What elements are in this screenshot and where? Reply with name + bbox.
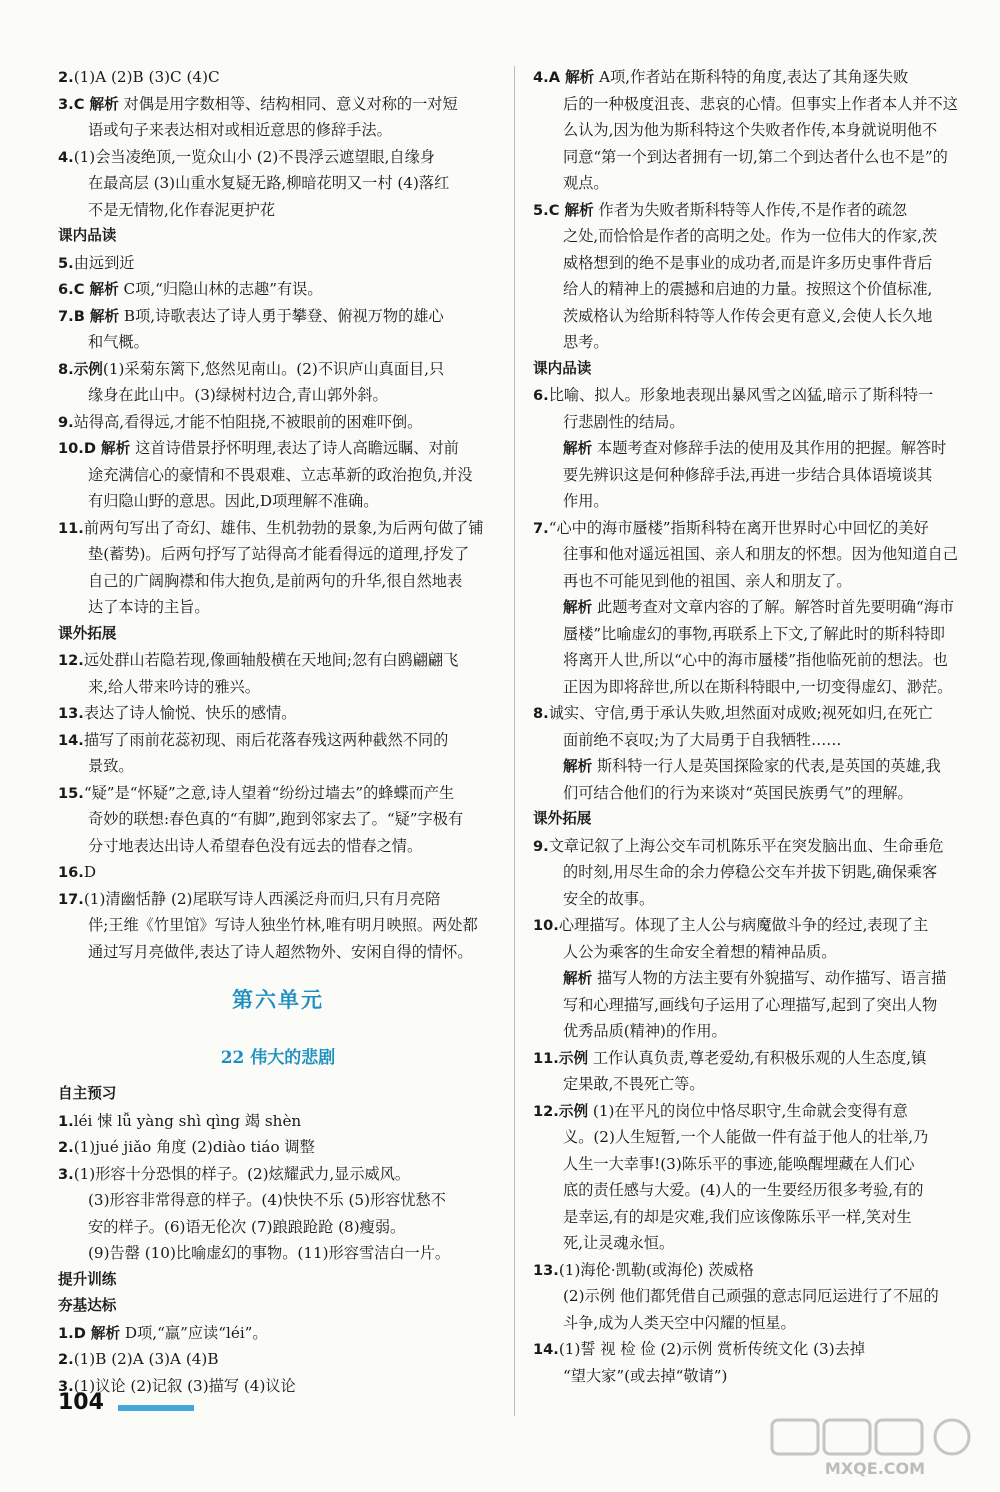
answer-number: 9. xyxy=(58,413,74,431)
answer-number: 9. xyxy=(533,837,549,855)
answer-text: 斗争,成为人类天空中闪耀的恒星。 xyxy=(563,1313,796,1332)
answer-number: 4. xyxy=(58,148,74,166)
answer-number: 12. xyxy=(533,1102,559,1120)
answer-keyword: 解析 xyxy=(563,970,593,987)
answer-text: 这首诗借景抒怀明理,表达了诗人高瞻远瞩、对前 xyxy=(130,439,459,457)
section-heading: 夯基达标 xyxy=(58,1297,117,1314)
answer-continuation xyxy=(533,488,973,515)
answer-text: 作者为失败者斯科特等人作传,不是作者的疏忽 xyxy=(593,200,908,219)
section-heading: 自主预习 xyxy=(58,1085,117,1102)
page-number: 104 xyxy=(58,1390,104,1415)
answer-number: 8. xyxy=(58,360,74,378)
answer-text: 要先辨识这是何种修辞手法,再进一步结合具体语境谈其 xyxy=(563,465,933,484)
answer-text: 后的一种极度沮丧、悲哀的心情。但事实上作者本人并不这 xyxy=(563,94,958,113)
answer-line xyxy=(58,700,498,727)
answer-continuation xyxy=(533,1018,973,1045)
answer-number: 14. xyxy=(533,1341,559,1358)
answer-line xyxy=(58,859,498,886)
answer-line xyxy=(533,700,973,727)
unit-title: 第六单元 xyxy=(232,987,324,1012)
answer-line xyxy=(58,1346,498,1373)
answer-number: 2. xyxy=(58,1139,74,1156)
answer-text: 行悲剧性的结局。 xyxy=(563,412,685,431)
answer-line xyxy=(58,409,498,436)
answer-number: 15. xyxy=(58,784,84,802)
answer-text: 工作认真负责,尊老爱幼,有积极乐观的人生态度,镇 xyxy=(588,1048,927,1067)
answer-number: 5. xyxy=(533,201,549,219)
answer-text: (1)采菊东篱下,悠然见南山。(2)不识庐山真面目,只 xyxy=(102,359,445,378)
answer-text: (1)誓 视 检 俭 (2)示例 赏析传统文化 (3)去掉 xyxy=(558,1340,865,1358)
answer-continuation xyxy=(533,647,973,674)
answer-continuation xyxy=(58,329,498,356)
answer-number: 8. xyxy=(533,705,549,722)
answer-continuation xyxy=(58,806,498,833)
answer-text: “望大家”(或去掉“敬请”) xyxy=(563,1366,728,1385)
answer-text: D xyxy=(83,863,97,881)
answer-text: 安全的故事。 xyxy=(563,889,655,908)
answer-keyword: B 解析 xyxy=(73,307,120,325)
answer-text: 伴;王维《竹里馆》写诗人独坐竹林,唯有明月映照。两处都 xyxy=(88,916,478,934)
answer-continuation xyxy=(58,568,498,595)
answer-continuation xyxy=(533,541,973,568)
answer-text: 分寸地表达出诗人希望春色没有远去的惜春之情。 xyxy=(88,836,423,855)
answer-number: 13. xyxy=(58,705,84,722)
answer-continuation xyxy=(58,674,498,701)
answer-text: 么认为,因为他为斯科特这个失败者作传,本身就说明他不 xyxy=(563,121,938,139)
answer-continuation xyxy=(533,992,973,1019)
answer-continuation xyxy=(533,1363,973,1390)
answer-continuation xyxy=(533,303,973,330)
answer-line xyxy=(533,1098,973,1125)
answer-number: 11. xyxy=(533,1049,559,1067)
column-divider xyxy=(514,66,515,1416)
answer-text: 将离开人世,所以“心中的海市蜃楼”指他临死前的想法。也 xyxy=(563,651,948,669)
answer-text: 在最高层 (3)山重水复疑无路,柳暗花明又一村 (4)落红 xyxy=(88,174,450,192)
answer-text: 前两句写出了奇幻、雄伟、生机勃勃的景象,为后两句做了铺 xyxy=(83,518,484,537)
answer-text: 本题考查对修辞手法的使用及其作用的把握。解答时 xyxy=(592,439,947,457)
answer-keyword: D 解析 xyxy=(73,1324,121,1342)
answer-text: 途充满信心的豪情和不畏艰难、立志革新的政治抱负,并没 xyxy=(88,465,473,484)
lesson-title: 22 伟大的悲剧 xyxy=(220,1048,336,1068)
answer-text: 比喻、拟人。形象地表现出暴风雪之凶猛,暗示了斯科特一 xyxy=(548,386,934,404)
answer-line xyxy=(533,1045,973,1072)
answer-number: 1. xyxy=(58,1112,74,1130)
answer-continuation xyxy=(58,541,498,568)
answer-text: 威格想到的绝不是事业的成功者,而是许多历史事件背后 xyxy=(563,253,933,272)
left-column xyxy=(58,64,498,1399)
answer-line xyxy=(58,727,498,754)
answer-text: 茨威格认为给斯科特等人作传会更有意义,会使人长久地 xyxy=(563,306,933,325)
answer-number: 2. xyxy=(58,1351,74,1368)
answer-continuation xyxy=(58,1240,498,1267)
answer-continuation xyxy=(533,674,973,701)
answer-text: 优秀品质(精神)的作用。 xyxy=(563,1022,727,1040)
answer-continuation xyxy=(58,833,498,860)
answer-text: 和气概。 xyxy=(88,333,149,351)
answer-number: 17. xyxy=(58,890,84,908)
answer-text: 景致。 xyxy=(88,757,134,775)
answer-line xyxy=(533,64,973,91)
section-heading: 课外拓展 xyxy=(58,624,117,642)
answer-continuation xyxy=(533,117,973,144)
answer-continuation xyxy=(58,117,498,144)
answer-text: (1)B (2)A (3)A (4)B xyxy=(73,1350,219,1368)
answer-text: 来,给人带来吟诗的雅兴。 xyxy=(88,677,260,696)
answer-text: (1)议论 (2)记叙 (3)描写 (4)议论 xyxy=(73,1376,296,1395)
answer-text: (9)告罄 (10)比喻虚幻的事物。(11)形容雪洁白一片。 xyxy=(88,1244,451,1262)
answer-text: (1)会当凌绝顶,一览众山小 (2)不畏浮云遮望眼,自缘身 xyxy=(73,147,435,166)
answer-text: (3)形容非常得意的样子。(4)快快不乐 (5)形容忧愁不 xyxy=(88,1191,446,1209)
answer-text: 人公为乘客的生命安全着想的精神品质。 xyxy=(563,942,837,961)
answer-text: B项,诗歌表达了诗人勇于攀登、俯视万物的雄心 xyxy=(119,306,444,325)
answer-text: léi 悚 lǚ yàng shì qìng 竭 shèn xyxy=(73,1111,302,1130)
watermark-logo xyxy=(770,1418,980,1478)
answer-line xyxy=(58,303,498,330)
answer-line xyxy=(58,435,498,462)
answer-line xyxy=(58,1161,498,1188)
answer-text: 由远到近 xyxy=(73,253,135,272)
answer-text: 再也不可能见到他的祖国、亲人和朋友了。 xyxy=(563,571,852,590)
answer-text: 作用。 xyxy=(563,492,609,510)
answer-number: 1. xyxy=(58,1324,74,1342)
answer-text: 文章记叙了上海公交车司机陈乐平在突发脑出血、生命垂危 xyxy=(548,836,944,855)
answer-continuation xyxy=(533,886,973,913)
answer-line xyxy=(533,594,973,621)
answer-number: 6. xyxy=(533,387,549,404)
answer-number: 7. xyxy=(58,307,74,325)
answer-continuation xyxy=(533,621,973,648)
answer-continuation xyxy=(533,250,973,277)
answer-text: 给人的精神上的震撼和启迪的力量。按照这个价值标准, xyxy=(563,280,933,298)
answer-continuation xyxy=(533,1151,973,1178)
answer-continuation xyxy=(58,382,498,409)
answer-number: 14. xyxy=(58,731,84,749)
answer-text: 面前绝不哀叹;为了大局勇于自我牺牲…… xyxy=(563,730,842,749)
answer-keyword: 解析 xyxy=(563,758,593,775)
answer-line xyxy=(533,1257,973,1284)
answer-line xyxy=(58,1320,498,1347)
answer-number: 6. xyxy=(58,281,74,298)
answer-continuation xyxy=(58,1187,498,1214)
answer-keyword: 示例 xyxy=(558,1102,589,1120)
answer-number: 13. xyxy=(533,1261,559,1279)
answer-text: 表达了诗人愉悦、快乐的感情。 xyxy=(83,704,297,722)
answer-text: 心理描写。体现了主人公与病魔做斗争的经过,表现了主 xyxy=(558,916,929,934)
answer-text: 缘身在此山中。(3)绿树村边合,青山郭外斜。 xyxy=(88,386,388,404)
answer-keyword: 示例 xyxy=(73,360,103,378)
section-heading: 课内品读 xyxy=(533,359,592,377)
answer-text: 定果敢,不畏死亡等。 xyxy=(563,1075,705,1093)
answer-text: 斯科特一行人是英国探险家的代表,是英国的英雄,我 xyxy=(592,757,941,775)
answer-line xyxy=(58,647,498,674)
answer-continuation xyxy=(533,1283,973,1310)
answer-text: (1)A (2)B (3)C (4)C xyxy=(73,68,220,86)
answer-text: 站得高,看得远,才能不怕阻挠,不被眼前的困难吓倒。 xyxy=(73,412,423,431)
answer-line xyxy=(58,356,498,383)
answer-line xyxy=(58,1373,498,1400)
answer-text: 底的责任感与大爱。(4)人的一生要经历很多考验,有的 xyxy=(563,1181,924,1199)
answer-keyword: C 解析 xyxy=(73,281,119,298)
answer-text: 描写人物的方法主要有外貌描写、动作描写、语言描 xyxy=(592,969,947,987)
answer-text: 往事和他对遥远祖国、亲人和朋友的怀想。因为他知道自己 xyxy=(563,545,958,563)
answer-line xyxy=(533,833,973,860)
answer-continuation xyxy=(58,462,498,489)
answer-continuation xyxy=(533,329,973,356)
answer-continuation xyxy=(533,462,973,489)
answer-number: 4. xyxy=(533,69,549,86)
section-heading: 课内品读 xyxy=(58,227,117,244)
answer-continuation xyxy=(533,568,973,595)
answer-line xyxy=(533,965,973,992)
answer-keyword: 解析 xyxy=(563,599,593,616)
answer-text: “疑”是“怀疑”之意,诗人望着“纷纷过墙去”的蜂蝶而产生 xyxy=(83,783,455,802)
answer-text: 蜃楼”比喻虚幻的事物,再联系上下文,了解此时的斯科特即 xyxy=(563,624,945,643)
answer-continuation xyxy=(533,1310,973,1337)
answer-continuation xyxy=(58,594,498,621)
section-heading: 课外拓展 xyxy=(533,810,592,827)
answer-text: 通过写月亮做伴,表达了诗人超然物外、安闲自得的情怀。 xyxy=(88,942,473,961)
answer-text: (1)海伦·凯勒(或海伦) 茨威格 xyxy=(558,1260,754,1279)
answer-text: 远处群山若隐若现,像画轴般横在天地间;忽有白鸥翩翩飞 xyxy=(83,651,459,669)
answer-number: 10. xyxy=(533,917,559,934)
answer-number: 10. xyxy=(58,440,84,457)
answer-text: 描写了雨前花蕊初现、雨后花落春残这两种截然不同的 xyxy=(83,730,449,749)
answer-keyword: C 解析 xyxy=(73,95,119,113)
answer-text: 的时刻,用尽生命的余力停稳公交车并拔下钥匙,确保乘客 xyxy=(563,863,938,881)
answer-line xyxy=(533,753,973,780)
answer-line xyxy=(58,780,498,807)
answer-continuation xyxy=(58,753,498,780)
answer-text: 垫(蓄势)。后两句抒写了站得高才能看得远的道理,抒发了 xyxy=(88,545,470,563)
answer-line xyxy=(58,276,498,303)
answer-text: 义。(2)人生短暂,一个人能做一件有益于他人的壮举,乃 xyxy=(563,1128,929,1146)
answer-continuation xyxy=(533,1230,973,1257)
answer-keyword: C 解析 xyxy=(548,201,594,219)
answer-text: 同意“第一个到达者拥有一切,第二个到达者什么也不是”的 xyxy=(563,147,948,166)
answer-line xyxy=(58,515,498,542)
answer-line xyxy=(533,1336,973,1363)
answer-text: 们可结合他们的行为来谈对“英国民族勇气”的理解。 xyxy=(563,783,913,802)
answer-keyword: 解析 xyxy=(563,440,593,457)
answer-line xyxy=(58,91,498,118)
answer-text: “心中的海市蜃楼”指斯科特在离开世界时心中回忆的美好 xyxy=(548,518,929,537)
answer-text: 正因为即将辞世,所以在斯科特眼中,一切变得虚幻、渺茫。 xyxy=(563,677,953,696)
answer-text: 奇妙的联想:春色真的“有脚”,跑到邻家去了。“疑”字极有 xyxy=(88,810,464,828)
answer-text: 对偶是用字数相等、结构相同、意义对称的一对短 xyxy=(118,94,458,113)
answer-continuation xyxy=(58,912,498,939)
answer-text: 达了本诗的主旨。 xyxy=(88,598,210,616)
answer-continuation xyxy=(533,170,973,197)
answer-text: 诚实、守信,勇于承认失败,坦然面对成败;视死如归,在死亡 xyxy=(548,704,933,722)
answer-line xyxy=(533,912,973,939)
answer-continuation xyxy=(533,1204,973,1231)
answer-text: A项,作者站在斯科特的角度,表达了其角逐失败 xyxy=(594,68,909,86)
answer-continuation xyxy=(533,1177,973,1204)
answer-continuation xyxy=(58,170,498,197)
answer-text: 自己的广阔胸襟和伟大抱负,是前两句的升华,很自然地表 xyxy=(88,571,463,590)
answer-continuation xyxy=(58,939,498,966)
answer-text: (1)在平凡的岗位中恪尽职守,生命就会变得有意 xyxy=(588,1101,908,1120)
page-number-bar xyxy=(118,1405,194,1411)
answer-text: 死,让灵魂永恒。 xyxy=(563,1234,675,1252)
answer-keyword: 示例 xyxy=(558,1049,589,1067)
answer-text: (1)jué jiǎo 角度 (2)diào tiáo 调整 xyxy=(73,1138,315,1156)
answer-continuation xyxy=(533,91,973,118)
answer-line xyxy=(533,515,973,542)
answer-text: 有归隐山野的意思。因此,D项理解不准确。 xyxy=(88,492,379,510)
answer-keyword: A 解析 xyxy=(548,69,595,86)
answer-continuation xyxy=(533,144,973,171)
answer-keyword: D 解析 xyxy=(83,440,131,457)
answer-text: (1)清幽恬静 (2)尾联写诗人西溪泛舟而归,只有月亮陪 xyxy=(83,889,441,908)
answer-text: 此题考查对文章内容的了解。解答时首先要明确“海市 xyxy=(592,598,955,616)
answer-line xyxy=(58,250,498,277)
answer-continuation xyxy=(533,223,973,250)
answer-text: 观点。 xyxy=(563,174,609,192)
answer-number: 3. xyxy=(58,1377,74,1395)
answer-continuation xyxy=(533,276,973,303)
answer-continuation xyxy=(533,780,973,807)
answer-number: 3. xyxy=(58,95,74,113)
answer-text: 语或句子来表达相对或相近意思的修辞手法。 xyxy=(88,121,392,139)
answer-text: 不是无情物,化作春泥更护花 xyxy=(88,200,276,219)
answer-number: 2. xyxy=(58,69,74,86)
watermark-text: MXQE.COM xyxy=(824,1459,926,1478)
answer-line xyxy=(58,886,498,913)
answer-number: 16. xyxy=(58,864,84,881)
answer-line xyxy=(533,382,973,409)
answer-text: 写和心理描写,画线句子运用了心理描写,起到了突出人物 xyxy=(563,995,938,1014)
answer-text: 人生一大幸事!(3)陈乐平的事迹,能唤醒埋藏在人们心 xyxy=(563,1154,915,1173)
answer-number: 3. xyxy=(58,1165,74,1183)
answer-line xyxy=(58,64,498,91)
answer-continuation xyxy=(58,488,498,515)
answer-text: (2)示例 他们都凭借自己顽强的意志同厄运进行了不屈的 xyxy=(563,1287,939,1305)
answer-continuation xyxy=(533,939,973,966)
answer-number: 7. xyxy=(533,519,549,537)
answer-line xyxy=(58,1108,498,1135)
answer-continuation xyxy=(533,859,973,886)
answer-text: 是幸运,有的却是灾难,我们应该像陈乐平一样,笑对生 xyxy=(563,1207,912,1226)
answer-number: 11. xyxy=(58,519,84,537)
answer-line xyxy=(533,197,973,224)
answer-text: 之处,而恰恰是作者的高明之处。作为一位伟大的作家,茨 xyxy=(563,227,938,245)
answer-text: C项,“归隐山林的志趣”有误。 xyxy=(118,280,323,298)
section-heading: 提升训练 xyxy=(58,1270,117,1288)
answer-continuation xyxy=(533,1124,973,1151)
answer-text: D项,“羸”应读“léi”。 xyxy=(120,1323,268,1342)
answer-text: 安的样子。(6)语无伦次 (7)踉踉跄跄 (8)瘦弱。 xyxy=(88,1217,406,1236)
answer-number: 5. xyxy=(58,254,74,272)
answer-continuation xyxy=(533,1071,973,1098)
answer-line xyxy=(58,144,498,171)
answer-continuation xyxy=(533,409,973,436)
right-column xyxy=(533,64,973,1389)
answer-continuation xyxy=(58,1214,498,1241)
answer-line xyxy=(58,1134,498,1161)
answer-continuation xyxy=(533,727,973,754)
answer-number: 12. xyxy=(58,652,84,669)
answer-text: 思考。 xyxy=(563,333,609,351)
answer-continuation xyxy=(58,197,498,224)
answer-line xyxy=(533,435,973,462)
answer-text: (1)形容十分恐惧的样子。(2)炫耀武力,显示威风。 xyxy=(73,1164,411,1183)
